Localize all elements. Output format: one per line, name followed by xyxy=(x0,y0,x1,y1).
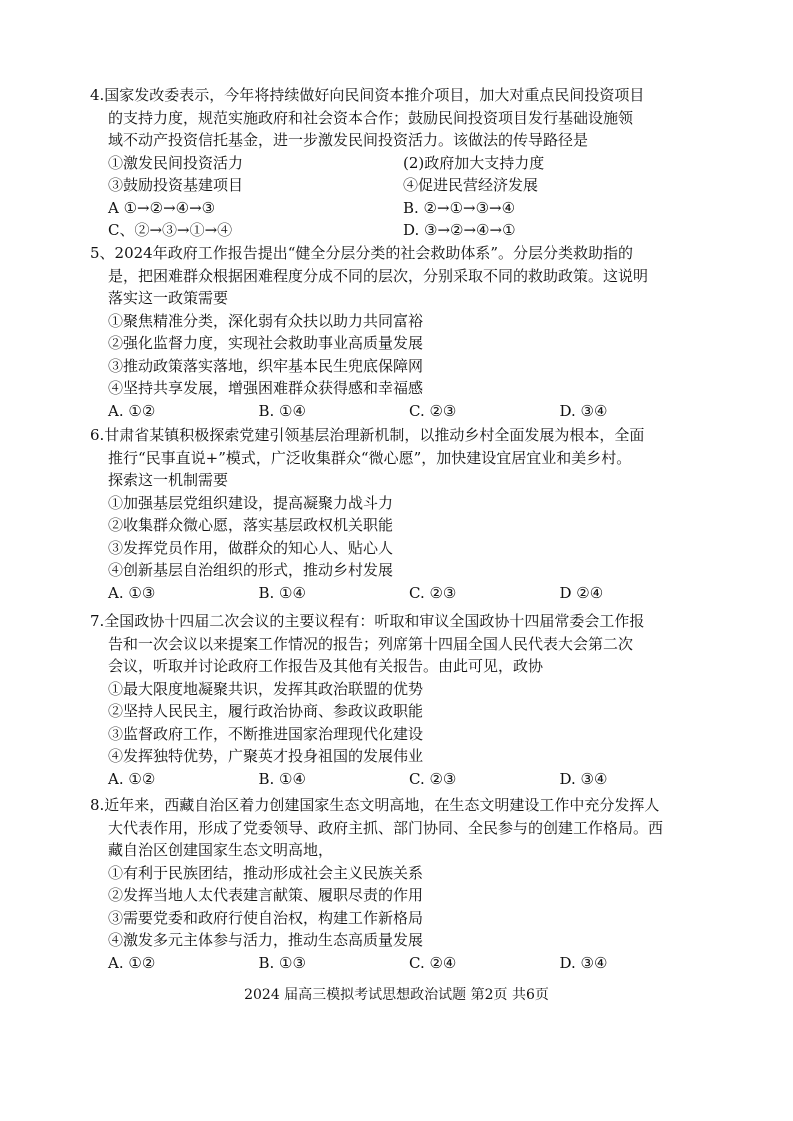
question-6-stem-line: 6.甘肃省某镇积极探索党建引领基层治理新机制，以推动乡村全面发展为根本，全面 xyxy=(90,426,645,444)
question-7-choices-row xyxy=(90,768,710,791)
question-4-choices-row xyxy=(90,197,710,220)
question-4-stem-line: 4.国家发改委表示，今年将持续做好向民间资本推介项目，加大对重点民间投资项目 xyxy=(90,86,645,104)
question-5-choice-d: D. ③④ xyxy=(559,401,608,420)
question-8-choice-d: D. ③④ xyxy=(559,953,608,972)
question-6-choice-c: C. ②③ xyxy=(409,583,457,602)
question-8-choices-row xyxy=(90,952,710,975)
question-5-choice-a: A. ①② xyxy=(108,401,156,420)
question-6-item: ①加强基层党组织建设，提高凝聚力战斗力 xyxy=(108,493,394,512)
question-6-choice-a: A. ①③ xyxy=(108,583,156,602)
question-4-item: ④促进民营经济发展 xyxy=(403,176,539,194)
question-7-choice-c: C. ②③ xyxy=(409,769,457,788)
question-8-choice-b: B. ①③ xyxy=(258,953,306,972)
question-4-item: (2)政府加大支持力度 xyxy=(403,153,545,172)
question-7-choice-d: D. ③④ xyxy=(559,769,608,788)
question-6-item: ④创新基层自治组织的形式，推动乡村发展 xyxy=(108,561,394,579)
question-6-item: ③发挥党员作用，做群众的知心人、贴心人 xyxy=(108,538,394,557)
question-8-item: ③需要党委和政府行使自治权，构建工作新格局 xyxy=(108,908,424,927)
question-6-stem-line: 推行“民事直说+”模式，广泛收集群众“微心愿”，加快建设宜居宜业和美乡村。 xyxy=(108,448,632,467)
question-4-items-row xyxy=(90,174,710,197)
question-8-choice-c: C. ②④ xyxy=(409,953,457,972)
question-5-choices-row xyxy=(90,400,710,423)
question-4 xyxy=(90,84,710,242)
question-7-item: ④发挥独特优势，广聚英才投身祖国的发展伟业 xyxy=(108,747,424,765)
question-7-choice-a: A. ①② xyxy=(108,769,156,788)
question-7 xyxy=(90,610,710,790)
question-6 xyxy=(90,424,710,604)
question-8-item: ②发挥当地人太代表建言献策、履职尽责的作用 xyxy=(108,886,424,904)
question-5-stem-line: 落实这一政策需要 xyxy=(108,289,229,307)
question-7-stem-line: 会议，听取并讨论政府工作报告及其他有关报告。由此可见，政协 xyxy=(108,657,544,675)
question-4-choice-a: A ①→②→④→③ xyxy=(108,198,216,217)
question-5-item: ①聚焦精准分类，深化弱有众扶以助力共同富裕 xyxy=(108,311,424,330)
question-4-items-row xyxy=(90,152,710,175)
question-5-stem-line: 5、2024年政府工作报告提出“健全分层分类的社会救助体系”。分层分类救助指的 xyxy=(90,244,634,262)
question-8-item: ④激发多元主体参与活力，推动生态高质量发展 xyxy=(108,931,424,949)
question-4-stem-line: 的支持力度，规范实施政府和社会资本合作；鼓励民间投资项目发行基础设施领 xyxy=(108,108,634,127)
question-7-item: ①最大限度地凝聚共识，发挥其政治联盟的优势 xyxy=(108,679,424,698)
question-4-item: ③鼓励投资基建项目 xyxy=(108,176,244,194)
question-4-choice-c: C、②→③→①→④ xyxy=(108,221,233,239)
question-5-item: ③推动政策落实落地，织牢基本民生兜底保障网 xyxy=(108,356,424,375)
question-8-stem-line: 大代表作用，形成了党委领导、政府主抓、部门协同、全民参与的创建工作格局。西 xyxy=(108,818,664,837)
question-5-stem-line: 是，把困难群众根据困难程度分成不同的层次，分别采取不同的救助政策。这说明 xyxy=(108,266,649,285)
question-6-stem-line: 探索这一机制需要 xyxy=(108,471,229,489)
question-5-choice-c: C. ②③ xyxy=(409,401,457,420)
question-6-choice-d: D ②④ xyxy=(559,583,604,602)
question-4-choice-b: B. ②→①→③→④ xyxy=(403,198,516,217)
question-7-choice-b: B. ①④ xyxy=(258,769,306,788)
question-8-choice-a: A. ①② xyxy=(108,953,156,972)
question-7-stem-line: 告和一次会议以来提案工作情况的报告；列席第十四届全国人民代表大会第二次 xyxy=(108,634,634,653)
question-6-choices-row xyxy=(90,582,710,605)
question-4-choice-d: D. ③→②→④→① xyxy=(403,221,516,239)
question-6-choice-b: B. ①④ xyxy=(258,583,306,602)
question-5-choice-b: B. ①④ xyxy=(258,401,306,420)
question-8-stem-line: 藏自治区创建国家生态文明高地， xyxy=(108,841,334,859)
question-4-item: ①激发民间投资活力 xyxy=(108,153,244,172)
page-footer: 2024 届高三模拟考试思想政治试题 第2页 共6页 xyxy=(244,987,549,1003)
question-5 xyxy=(90,242,710,422)
question-5-item: ④坚持共享发展，增强困难群众获得感和幸福感 xyxy=(108,379,424,397)
question-6-item: ②收集群众微心愿，落实基层政权机关职能 xyxy=(108,516,394,534)
question-5-item: ②强化监督力度，实现社会救助事业高质量发展 xyxy=(108,334,424,352)
question-8-item: ①有利于民族团结，推动形成社会主义民族关系 xyxy=(108,863,424,882)
question-7-stem-line: 7.全国政协十四届二次会议的主要议程有：听取和审议全国政协十四届常委会工作报 xyxy=(90,612,645,630)
question-4-stem-line: 域不动产投资信托基金，进一步激发民间投资活力。该做法的传导路径是 xyxy=(108,131,589,149)
question-7-item: ②坚持人民民主，履行政治协商、参政议政职能 xyxy=(108,702,424,720)
question-7-item: ③监督政府工作，不断推进国家治理现代化建设 xyxy=(108,724,424,743)
question-8-stem-line: 8.近年来，西藏自治区着力创建国家生态文明高地，在生态文明建设工作中充分发挥人 xyxy=(90,796,660,814)
question-4-choices-row xyxy=(90,219,710,242)
question-8 xyxy=(90,794,710,974)
